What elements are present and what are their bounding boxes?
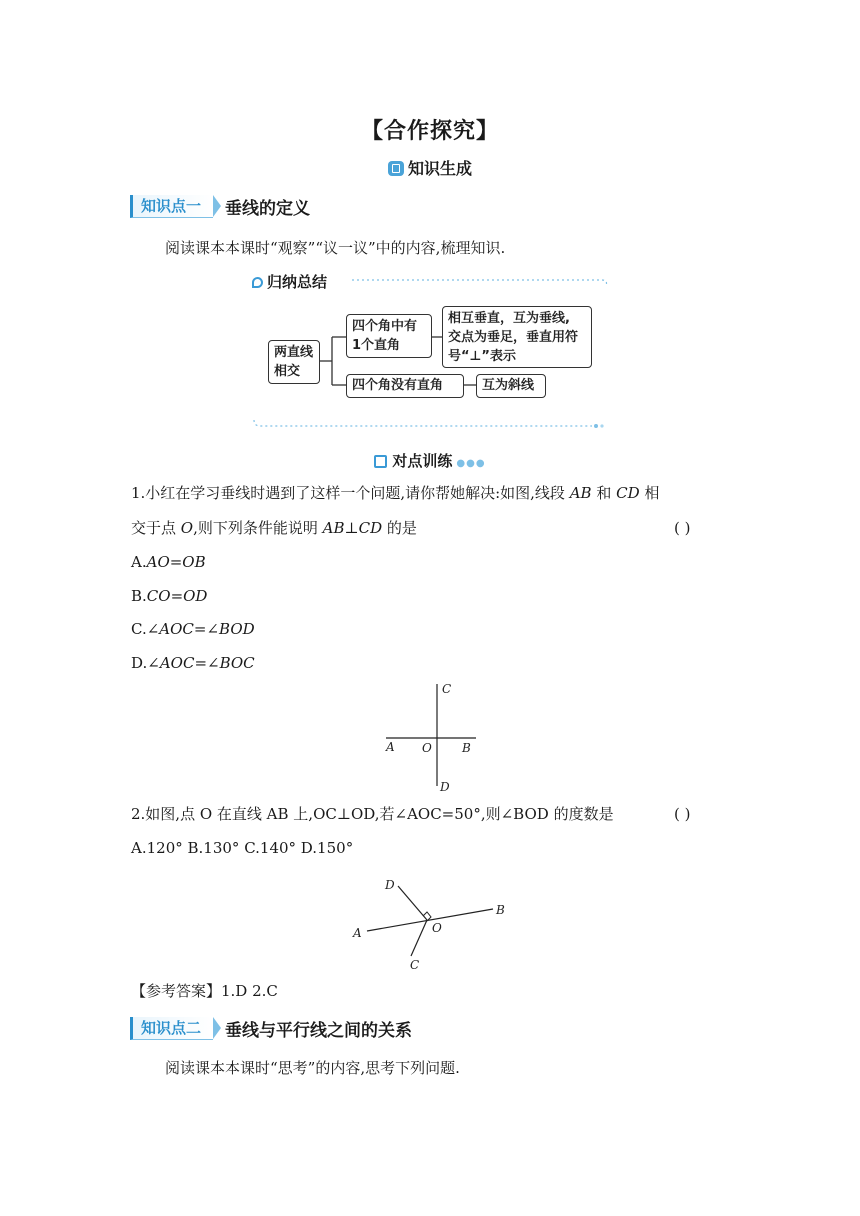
- q1-option-a-label: A.: [131, 553, 147, 571]
- pencil-icon: [252, 277, 263, 288]
- kp1-title: 垂线的定义: [225, 198, 311, 219]
- fig1-label-b: B: [462, 741, 471, 755]
- summary-branch2: 四个角没有直角: [346, 374, 464, 398]
- intro2-text: 阅读课本本课时“思考”的内容,思考下列问题.: [165, 1059, 460, 1077]
- kp1-header: [130, 192, 310, 220]
- q1-option-b: [131, 586, 207, 606]
- training-label: 对点训练: [392, 452, 453, 470]
- training-heading: [0, 450, 860, 471]
- summary-leaf2: 互为斜线: [476, 374, 546, 398]
- q1-line2-a: 交于点: [131, 519, 181, 537]
- q1-option-a: [131, 552, 206, 572]
- summary-root-line2: 相交: [274, 364, 301, 379]
- q1-line1: [131, 483, 659, 503]
- summary-branch1-line1: 四个角中有: [352, 319, 418, 334]
- summary-leaf1-line3: 号“⊥”表示: [448, 349, 516, 364]
- kp2-title: 垂线与平行线之间的关系: [225, 1020, 413, 1041]
- summary-root: [268, 340, 320, 384]
- q1-option-c-label: C.: [131, 620, 147, 638]
- q1-option-d-text: ∠AOC=∠BOC: [147, 654, 255, 672]
- line-ab-2: [367, 909, 493, 931]
- ray-od: [398, 886, 427, 920]
- q1-cd: CD: [616, 484, 640, 502]
- q1-line2: [131, 518, 417, 538]
- kp2-tag: 知识点二: [130, 1017, 213, 1040]
- fig2-label-a: A: [353, 926, 362, 940]
- book-icon: [388, 161, 404, 176]
- fig2-label-b: B: [496, 903, 505, 917]
- q1-line2-b: ,则下列条件能说明: [193, 519, 323, 537]
- summary-leaf1-line1: 相互垂直，互为垂线,: [448, 311, 570, 326]
- fig2-label-d: D: [385, 878, 395, 892]
- q2-options: A.120° B.130° C.140° D.150°: [131, 839, 354, 857]
- knowledge-gen-heading: [0, 156, 860, 179]
- q1-option-a-text: AO=OB: [146, 553, 206, 571]
- q1-option-c: [131, 619, 255, 639]
- q1-option-b-text: CO=OD: [146, 587, 208, 605]
- q1-o: O: [180, 519, 194, 537]
- q1-option-c-text: ∠AOC=∠BOD: [146, 620, 255, 638]
- fig2-label-c: C: [410, 958, 420, 972]
- section-title: 【合作探究】: [360, 119, 499, 144]
- ray-oc: [411, 920, 427, 956]
- kp1-tag: 知识点一: [130, 195, 213, 218]
- fig1-label-a: A: [386, 740, 395, 754]
- kp2-header: [130, 1014, 412, 1042]
- reference-answers: 【参考答案】1.D 2.C: [131, 982, 278, 1000]
- q1-option-d-label: D.: [131, 654, 148, 672]
- fig1-label-o: O: [422, 741, 432, 755]
- q2-answer-blank: ( ): [674, 805, 691, 823]
- summary-branch1-line2: 1个直角: [352, 338, 401, 353]
- q1-figure: [380, 678, 490, 796]
- q1-answer-blank: ( ): [674, 519, 691, 537]
- edit-icon: [374, 455, 387, 468]
- fig1-label-d: D: [440, 780, 450, 794]
- summary-root-line1: 两直线: [274, 345, 314, 360]
- summary-leaf1: [442, 306, 592, 368]
- q2-figure: [345, 872, 515, 974]
- summary-heading-label: 归纳总结: [267, 273, 328, 291]
- q1-option-b-label: B.: [131, 587, 147, 605]
- q2-line: 2.如图,点 O 在直线 AB 上,OC⊥OD,若∠AOC=50°,则∠BOD 的度数是: [131, 805, 614, 823]
- knowledge-gen-label: 知识生成: [407, 159, 472, 178]
- q1-ab: AB: [569, 484, 592, 502]
- q1-perp: AB⊥CD: [322, 519, 383, 537]
- q1-line1-b: 相: [639, 484, 660, 502]
- summary-leaf1-line2: 交点为垂足，垂直用符: [448, 330, 579, 345]
- summary-branch1: [346, 314, 432, 358]
- summary-heading: [252, 271, 327, 292]
- fig1-label-c: C: [442, 682, 452, 696]
- q1-line1-a: 1.小红在学习垂线时遇到了这样一个问题,请你帮她解决:如图,线段: [131, 484, 570, 502]
- q1-line2-c: 的是: [382, 519, 417, 537]
- fig2-label-o: O: [432, 921, 442, 935]
- q1-and: 和: [591, 484, 617, 502]
- intro1-text: 阅读课本本课时“观察”“议一议”中的内容,梳理知识.: [165, 239, 506, 257]
- dots-decoration: ●●●: [456, 458, 486, 469]
- q1-option-d: [131, 653, 255, 673]
